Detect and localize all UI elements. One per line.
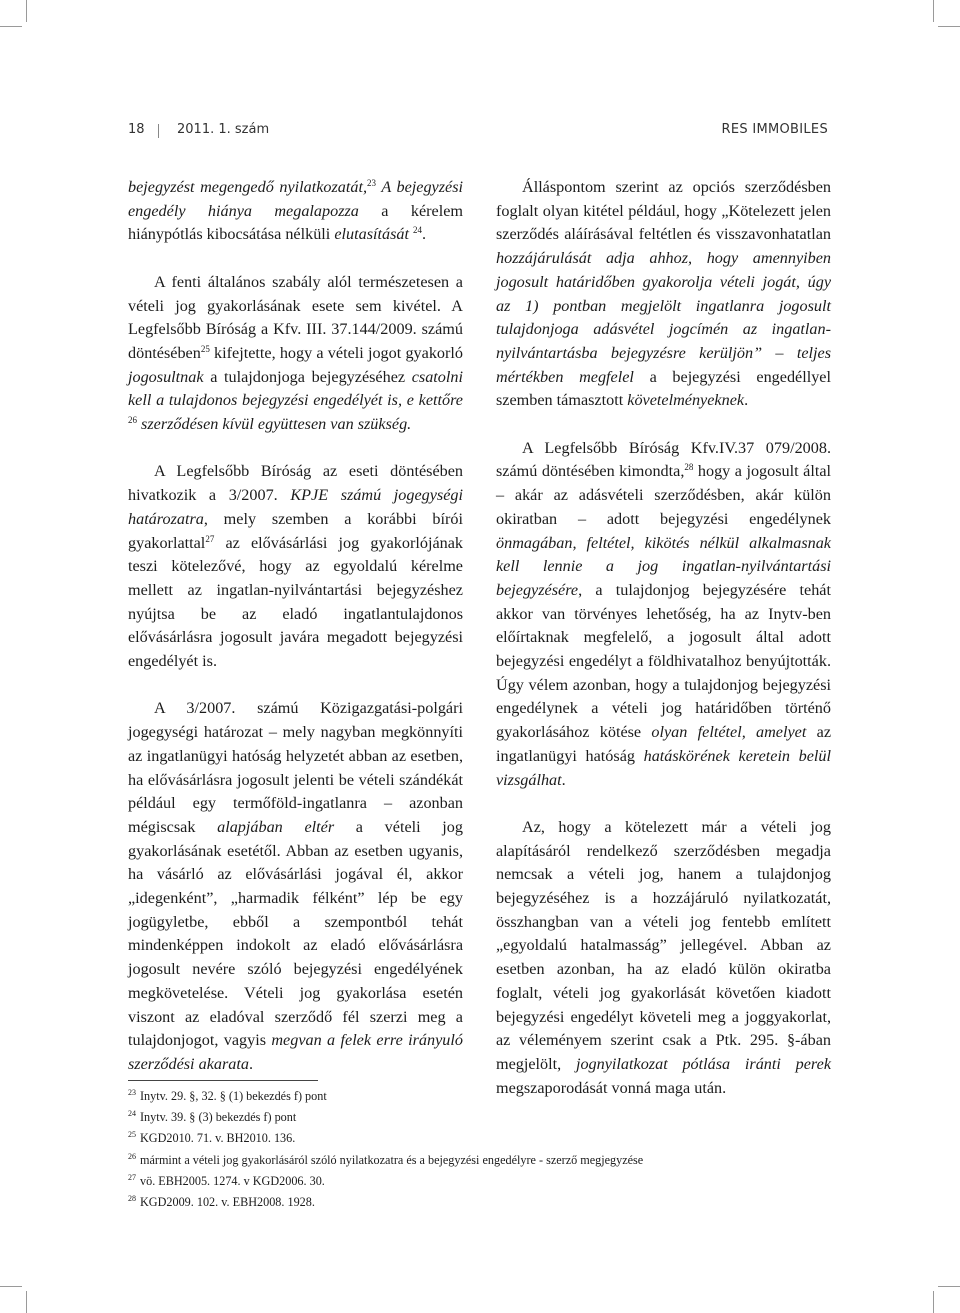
right-column: [496, 176, 831, 1100]
footnote-number: 23: [128, 1088, 136, 1097]
italic-text: hozzájárulását adja ahhoz, hogy amennyiben jogosult határidőben gyakorolja vételi jogát, úgy az 1) pontban megjelölt ingatlanra jogosult tulajdonjoga adásvétel jogcímén az ingatlan-nyilvántartásba bejegyzésre kerüljön” – teljes mértékben megfelel: [496, 249, 831, 386]
italic-text: jogosultnak: [128, 367, 204, 386]
paragraph: [128, 271, 463, 437]
footnote-ref: 28: [684, 462, 694, 473]
footnote: [128, 1086, 848, 1107]
text: A Legfelsőbb Bíróság Kfv.IV.37 079/2008. számú döntésében kimondta,: [496, 438, 831, 481]
text: A fenti általános szabály alól természetesen a vételi jog gyakorlásának esete sem kivétel. A Legfelsőbb Bíróság a Kfv. III. 37.144/2009. számú döntésében: [128, 272, 463, 362]
italic-text: megvan a felek erre irányuló szerződési akarata: [128, 1031, 463, 1073]
footnote: [128, 1192, 848, 1213]
footnote-text: KGD2009. 102. v. EBH2008. 1928.: [140, 1195, 315, 1210]
italic-text: csatolni kell a tulajdonos bejegyzési engedélyét is, e kettőre: [128, 367, 463, 410]
footnotes: [128, 1086, 848, 1213]
text: , mely szemben a korábbi bírói gyakorlattal: [128, 509, 463, 552]
italic-text: jognyilatkozat pótlása iránti perek: [575, 1054, 832, 1073]
text: a tulajdonjoga bejegyzéséhez: [203, 367, 412, 386]
crop-mark: [933, 1291, 934, 1313]
text: hogy a jogosult által – akár az adásvételi szerződésben, akár külön okiratban – adott bejegyzési engedélynek: [496, 462, 831, 528]
text: a bejegyzési engedéllyel szemben támasztott: [496, 367, 831, 410]
crop-mark: [26, 1291, 27, 1313]
text: az ingatlanügyi hatóság: [496, 723, 832, 765]
paragraph: [496, 437, 831, 793]
text: .: [561, 770, 566, 789]
paragraph: [496, 176, 831, 413]
header-divider: [158, 124, 159, 138]
text: A 3/2007. számú Közigazgatási-polgári jogegységi határozat – mely nagyban megkönnyíti az ingatlanügyi hatóság helyzetét abban az esetben, ha elővásárlásra jogosult jelenti be vételi szándékát például egy termőföld-ingatlanra – azonban mégiscsak: [128, 699, 463, 836]
paragraph: [128, 697, 463, 1076]
italic-text: önmagában, feltétel, kikötés nélkül alkalmasnak kell lennie a jog ingatlan-nyilvántartási bejegyzésére: [496, 533, 831, 599]
italic-text: szerződésen kívül együttesen van szükség.: [137, 415, 412, 434]
crop-mark: [0, 26, 22, 27]
footnote-text: mármint a vételi jog gyakorlásáról szóló nyilatkozatra és a bejegyzési engedélyre - szerző megjegyzése: [140, 1152, 644, 1167]
footnote-text: KGD2010. 71. v. BH2010. 136.: [140, 1131, 296, 1146]
crop-mark: [26, 0, 27, 22]
issue-label: 2011. 1. szám: [177, 122, 270, 137]
italic-text: hatáskörének keretein belül vizsgálhat: [496, 746, 832, 789]
paragraph: [128, 460, 463, 673]
footnote-ref: 26: [128, 415, 137, 426]
left-column: [128, 176, 463, 1077]
text: a kérelem hiánypótlás kibocsátása nélküli: [128, 201, 464, 244]
text: kifejtette, hogy a vételi jogot gyakorló: [209, 343, 463, 362]
crop-mark: [933, 0, 934, 22]
page-number: 18: [128, 122, 145, 137]
footnote: [128, 1107, 848, 1128]
footnote-ref: 25: [200, 343, 210, 354]
footnote-ref: 27: [205, 533, 215, 544]
journal-title: RES IMMOBILES: [721, 122, 828, 137]
page-header: [0, 122, 960, 142]
footnote-text: Inytv. 29. §, 32. § (1) bekezdés f) pont: [140, 1089, 327, 1103]
text: Az, hogy a kötelezett már a vételi jog alapításáról rendelkező szerződésben megadja nemcsak a vételi jog, hanem a tulajdonjog bejegyzéséhez is a hozzájáruló nyilatkozatát, összhangban van a vételi jog fentebb említett „egyoldalú hatalmasság” jellegével. Abban az esetben azonban, ha az eladó külön okiratba foglalt, vételi jog gyakorlását követően kiadott bejegyzési engedélyt követeli meg a joggyakorlat, az véleményem szerint csak a Ptk. 295. §-ában megjelölt,: [496, 817, 831, 1073]
italic-text: A bejegyzési engedély hiánya megalapozza: [128, 178, 464, 220]
footnote-ref: 23: [367, 178, 377, 188]
text: .: [422, 225, 427, 244]
text: .: [744, 391, 749, 410]
footnote-text: Inytv. 39. § (3) bekezdés f) pont: [140, 1110, 297, 1125]
footnote-number: 28: [128, 1194, 136, 1204]
text: , a tulajdonjog bejegyzésére tehát akkor van törvényes lehetőség, ha az Inytv-ben előírtaknak megfelelő, a jogosult által adott bejegyzési engedélyt a földhivatalhoz benyújtották. Úgy vélem azonban, hogy a tulajdonjog bejegyzési engedélynek a vételi jog határidőben történő gyakorlásához kötése: [496, 580, 831, 742]
crop-mark: [938, 26, 960, 27]
footnote-ref: 24: [413, 225, 423, 236]
italic-text: bejegyzést megengedő nyilatkozatát,: [128, 178, 368, 196]
footnote: [128, 1150, 848, 1171]
paragraph: [496, 816, 831, 1100]
text: a vételi jog gyakorlásának esetétől. Abban az esetben ugyanis, ha vásárló az elővásárlási jogával él, akkor „idegenként”, „harmadik félként” lép be egy jogügyletbe, ebből a szempontból tehát mindenképpen indokolt az eladó elővásárlásra jogosult nevére szóló bejegyzési engedélyének megkövetelése. Vételi jog gyakorlása esetén viszont az eladóval szerződő fél szerzi meg a tulajdonjogot, vagyis: [128, 817, 463, 1050]
crop-mark: [0, 1286, 22, 1287]
italic-text: elutasítását: [334, 225, 409, 244]
text: A Legfelsőbb Bíróság az eseti döntésében hivatkozik a 3/2007.: [128, 462, 463, 505]
italic-text: olyan feltétel, amelyet: [651, 723, 807, 742]
footnote-text: vö. EBH2005. 1274. v KGD2006. 30.: [140, 1173, 325, 1188]
text: megszaporodását vonná maga után.: [496, 1078, 727, 1097]
text: Álláspontom szerint az opciós szerződésben foglalt olyan kitétel például, hogy „Kötelezett jelen szerződés aláírásával feltétlen és visszavonhatatlan: [496, 178, 831, 244]
text: .: [248, 1054, 254, 1073]
text: az elővásárlási jog gyakorlójának teszi kötelezővé, hogy az egyoldalú kérelme mellett az ingatlan-nyilvántartási bejegyzéshez nyújtsa be az eladó ingatlantulajdonos elővásárlásra jogosult javára megadott bejegyzési engedélyét is.: [128, 533, 463, 671]
footnote-number: 25: [128, 1130, 136, 1140]
footnote-divider: [128, 1080, 318, 1081]
crop-mark: [938, 1286, 960, 1287]
footnote-number: 24: [128, 1109, 136, 1119]
footnote: [128, 1128, 848, 1149]
footnote-number: 27: [128, 1172, 136, 1182]
italic-text: KPJE számú jogegységi határozatra: [128, 486, 464, 528]
footnote: [128, 1171, 848, 1192]
italic-text: követelményeknek: [627, 391, 745, 410]
paragraph: [128, 176, 463, 247]
italic-text: alapjában eltér: [217, 817, 335, 836]
footnote-number: 26: [128, 1151, 136, 1161]
